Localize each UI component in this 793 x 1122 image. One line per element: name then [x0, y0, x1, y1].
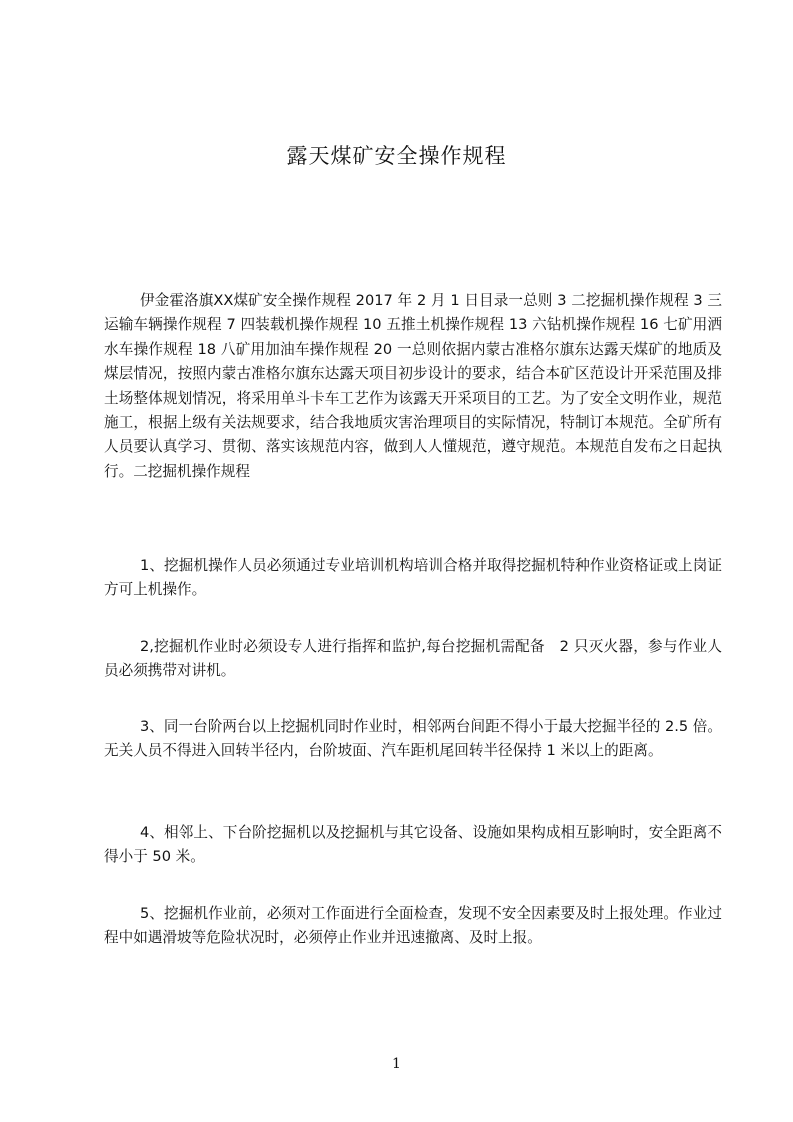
rule-paragraph-3: 3、同一台阶两台以上挖掘机同时作业时，相邻两台间距不得小于最大挖掘半径的 2.5 倍。无关人员不得进入回转半径内，台阶坡面、汽车距机尾回转半径保持 1 米以上的距离。 [104, 718, 722, 760]
rule-paragraph-2: 2,挖掘机作业时必须设专人进行指挥和监护,每台挖掘机需配备 2 只灭火器，参与作业人员必须携带对讲机。 [104, 638, 722, 680]
rule-paragraph-4: 4、相邻上、下台阶挖掘机以及挖掘机与其它设备、设施如果构成相互影响时，安全距离不得小于 50 米。 [104, 824, 722, 866]
rule-paragraph-1: 1、挖掘机操作人员必须通过专业培训机构培训合格并取得挖掘机特种作业资格证或上岗证方可上机操作。 [104, 557, 722, 599]
intro-paragraph: 伊金霍洛旗XX煤矿安全操作规程 2017 年 2 月 1 日目录一总则 3 二挖掘机操作规程 3 三运输车辆操作规程 7 四装载机操作规程 10 五推土机操作规程 13 六钻机操作规程 16 七矿用洒水车操作规程 18 八矿用加油车操作规程 20 一总则依据内蒙古准格尔旗东达露天煤矿的地质及煤层情况，按照内蒙古准格尔旗东达露天项目初步设计的要求，结合本矿区范设计开采范围及排土场整体规划情况，将采用单斗卡车工艺作为该露天开采项目的工艺。为了安全文明作业，规范施工，根据上级有关法规要求，结合我地质灾害治理项目的实际情况，特制订本规范。全矿所有人员要认真学习、贯彻、落实该规范内容，做到人人懂规范，遵守规范。本规范自发布之日起执行。二挖掘机操作规程 [104, 292, 722, 480]
rule-paragraph-5: 5、挖掘机作业前，必须对工作面进行全面检查，发现不安全因素要及时上报处理。作业过程中如遇滑坡等危险状况时，必须停止作业并迅速撤离、及时上报。 [104, 905, 722, 947]
document-title: 露天煤矿安全操作规程 [286, 144, 507, 168]
page-number: 1 [392, 1056, 401, 1072]
